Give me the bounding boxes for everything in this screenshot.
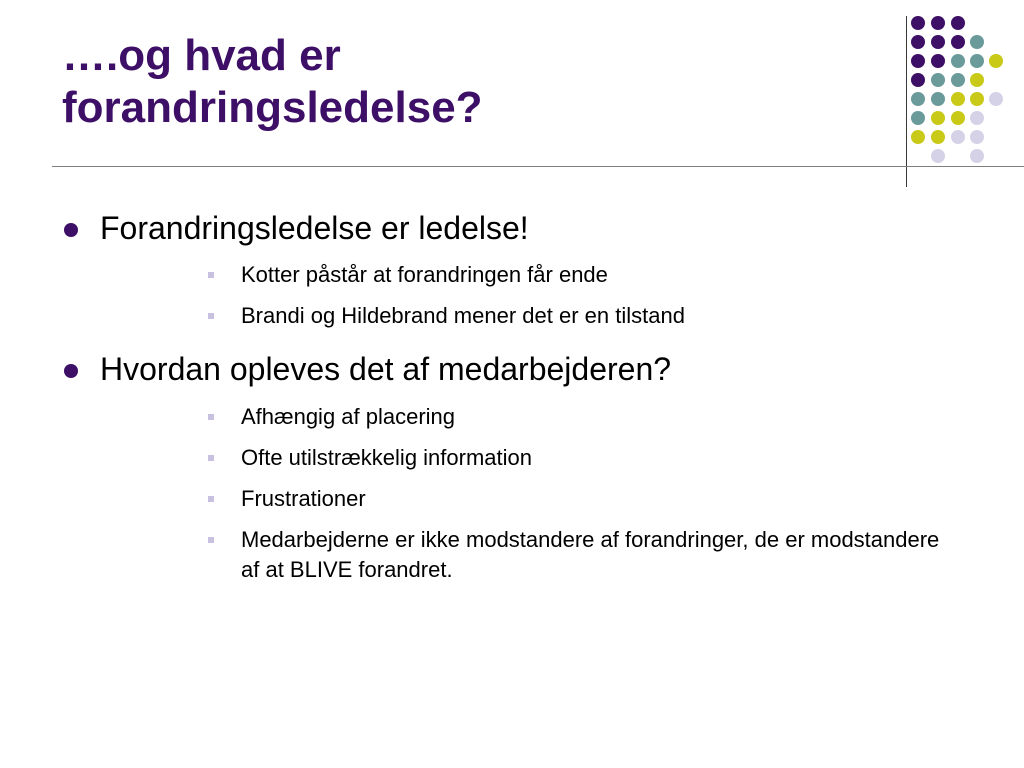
square-bullet-icon <box>208 537 214 543</box>
decorative-dot <box>911 54 925 68</box>
bullet-text: Ofte utilstrækkelig information <box>241 445 532 470</box>
decorative-dot <box>951 35 965 49</box>
decorative-dot <box>989 92 1003 106</box>
decorative-dot <box>931 54 945 68</box>
vertical-divider <box>906 16 907 187</box>
round-bullet-icon <box>64 364 78 378</box>
decorative-dot-grid <box>0 0 1024 200</box>
bullet-text: Brandi og Hildebrand mener det er en tilstand <box>241 303 685 328</box>
decorative-dot <box>951 16 965 30</box>
decorative-dot <box>951 73 965 87</box>
decorative-dot <box>970 35 984 49</box>
bullet-text: Afhængig af placering <box>241 404 456 429</box>
decorative-dot <box>970 73 984 87</box>
decorative-dot <box>931 73 945 87</box>
decorative-dot <box>911 130 925 144</box>
decorative-dot <box>970 130 984 144</box>
slide-title-line-1: ….og hvad er <box>62 31 341 80</box>
decorative-dot <box>970 149 984 163</box>
decorative-dot <box>931 111 945 125</box>
square-bullet-icon <box>208 272 214 278</box>
square-bullet-icon <box>208 313 214 319</box>
square-bullet-icon <box>208 414 214 420</box>
bullet-text: Kotter påstår at forandringen får ende <box>241 262 608 287</box>
decorative-dot <box>931 92 945 106</box>
decorative-dot <box>911 73 925 87</box>
decorative-dot <box>951 111 965 125</box>
decorative-dot <box>931 130 945 144</box>
decorative-dot <box>989 54 1003 68</box>
decorative-dot <box>951 54 965 68</box>
square-bullet-icon <box>208 496 214 502</box>
decorative-dot <box>931 35 945 49</box>
decorative-dot <box>931 16 945 30</box>
round-bullet-icon <box>64 223 78 237</box>
decorative-dot <box>951 92 965 106</box>
decorative-dot <box>970 92 984 106</box>
decorative-dot <box>931 149 945 163</box>
bullet-text: Hvordan opleves det af medarbejderen? <box>100 351 672 387</box>
decorative-dot <box>970 111 984 125</box>
decorative-dot <box>911 16 925 30</box>
decorative-dot <box>911 92 925 106</box>
square-bullet-icon <box>208 455 214 461</box>
slide-title-line-2: forandringsledelse? <box>62 83 483 132</box>
bullet-text: Frustrationer <box>241 486 366 511</box>
decorative-dot <box>911 111 925 125</box>
decorative-dot <box>951 130 965 144</box>
decorative-dot <box>970 54 984 68</box>
decorative-dot <box>911 35 925 49</box>
bullet-text: Forandringsledelse er ledelse! <box>100 210 529 246</box>
bullet-text: Medarbejderne er ikke modstandere af forandringer, de er modstandere af at BLIVE forandret. <box>241 527 940 582</box>
horizontal-divider <box>52 166 1024 167</box>
